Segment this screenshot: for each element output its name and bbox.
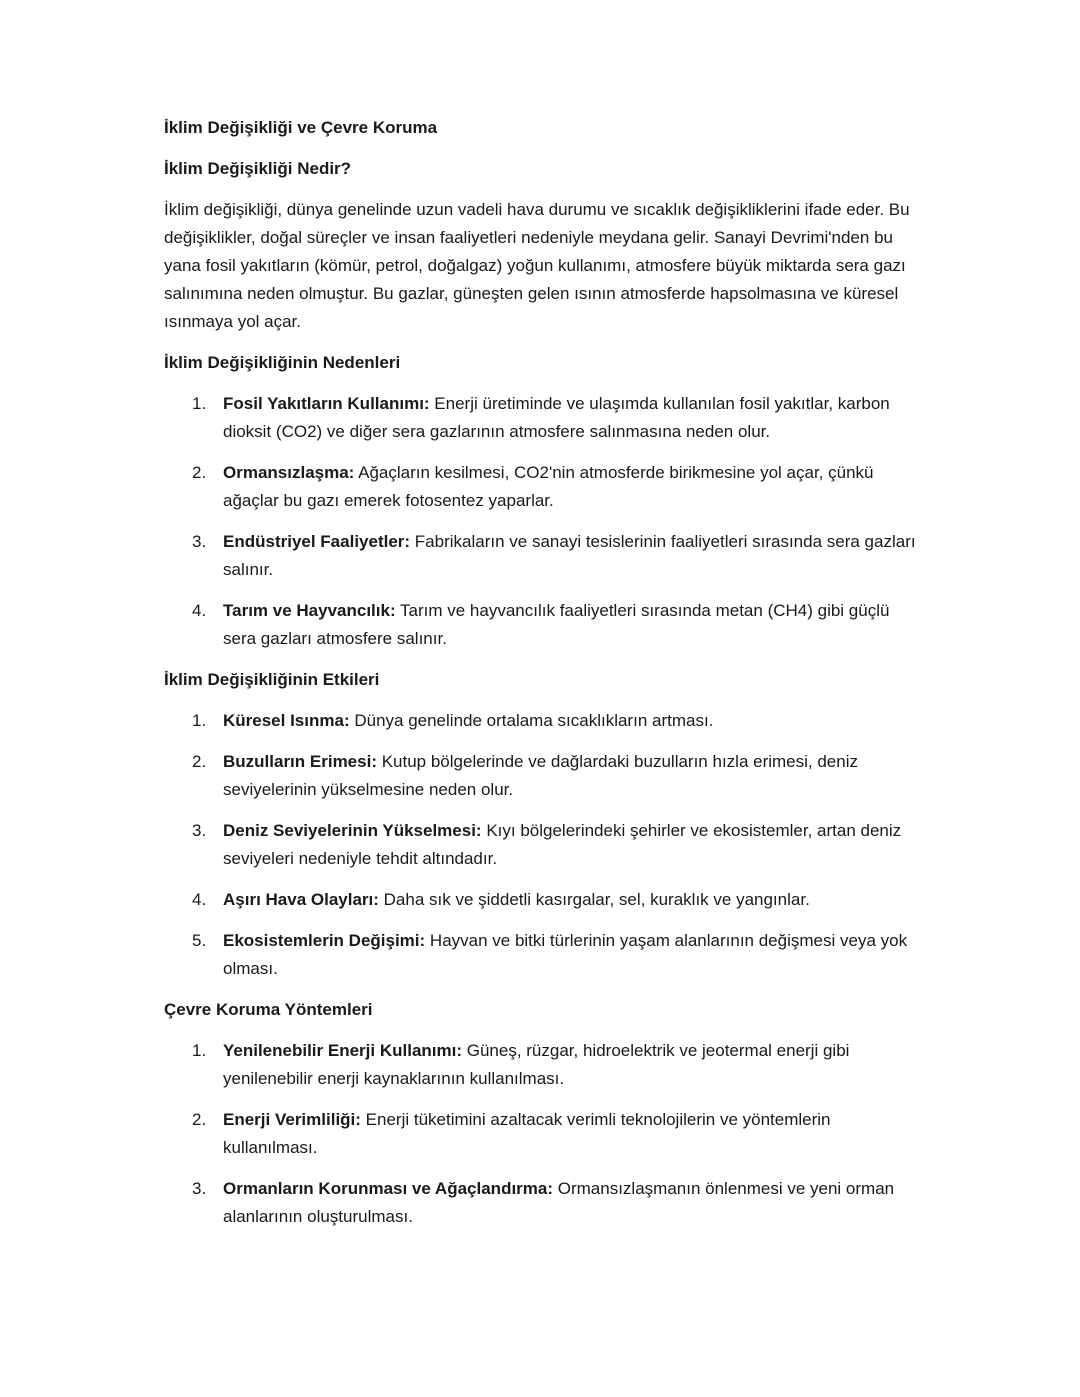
list-text: Ormansızlaşmanın önlenmesi ve yeni orman alanlarının oluşturulması. [223, 1179, 895, 1226]
list-item [164, 597, 916, 653]
list-text: Hayvan ve bitki türlerinin yaşam alanlarının değişmesi veya yok olması. [223, 931, 908, 978]
list-number: 4. [192, 890, 207, 909]
protection-list [164, 1037, 916, 1231]
list-term: Buzulların Erimesi: [223, 752, 377, 771]
list-number: 3. [192, 532, 207, 551]
list-number: 3. [192, 821, 207, 840]
list-term: Deniz Seviyelerinin Yükselmesi: [223, 821, 482, 840]
list-text: Kutup bölgelerinde ve dağlardaki buzulların hızla erimesi, deniz seviyelerinin yükselmesine neden olur. [223, 752, 858, 799]
list-number: 1. [192, 711, 207, 730]
list-number: 3. [192, 1179, 207, 1198]
list-item [164, 707, 916, 735]
list-number: 2. [192, 752, 207, 771]
list-term: Ormansızlaşma: [223, 463, 355, 482]
list-number: 1. [192, 1041, 207, 1060]
document-title: İklim Değişikliği ve Çevre Koruma [164, 118, 438, 137]
list-term: Yenilenebilir Enerji Kullanımı: [223, 1041, 463, 1060]
document-page [164, 114, 916, 1244]
list-text: Fabrikaların ve sanayi tesislerinin faaliyetleri sırasında sera gazları salınır. [223, 532, 916, 579]
list-item [164, 748, 916, 804]
list-term: Fosil Yakıtların Kullanımı: [223, 394, 430, 413]
list-item [164, 528, 916, 584]
list-text: Güneş, rüzgar, hidroelektrik ve jeotermal enerji gibi yenilenebilir enerji kaynaklarının kullanılması. [223, 1041, 850, 1088]
list-term: Enerji Verimliliği: [223, 1110, 361, 1129]
list-item [164, 390, 916, 446]
list-item [164, 927, 916, 983]
list-text: Enerji üretiminde ve ulaşımda kullanılan fosil yakıtlar, karbon dioksit (CO2) ve diğer sera gazlarının atmosfere salınmasına neden olur. [223, 394, 890, 441]
list-text: Tarım ve hayvancılık faaliyetleri sırasında metan (CH4) gibi güçlü sera gazları atmosfere salınır. [223, 601, 890, 648]
list-item [164, 1175, 916, 1231]
section-heading-effects: İklim Değişikliğinin Etkileri [164, 670, 380, 689]
causes-list [164, 390, 916, 653]
list-text: Kıyı bölgelerindeki şehirler ve ekosistemler, artan deniz seviyeleri nedeniyle tehdit altındadır. [223, 821, 902, 868]
paragraph-what-is: İklim değişikliği, dünya genelinde uzun vadeli hava durumu ve sıcaklık değişikliklerini ifade eder. Bu değişiklikler, doğal süreçler ve insan faaliyetleri nedeniyle meydana gelir. Sanayi Devrimi'nden bu yana fosil yakıtların (kömür, petrol, doğalgaz) yoğun kullanımı, atmosfere büyük miktarda sera gazı salınımına neden olmuştur. Bu gazlar, güneşten gelen ısının atmosferde hapsolmasına ve küresel ısınmaya yol açar. [164, 200, 910, 331]
list-item [164, 1106, 916, 1162]
list-item [164, 1037, 916, 1093]
list-number: 5. [192, 931, 207, 950]
list-text: Daha sık ve şiddetli kasırgalar, sel, kuraklık ve yangınlar. [378, 890, 810, 909]
effects-list [164, 707, 916, 983]
list-number: 2. [192, 1110, 207, 1129]
list-term: Aşırı Hava Olayları: [223, 890, 379, 909]
list-text: Dünya genelinde ortalama sıcaklıkların artması. [349, 711, 714, 730]
list-number: 2. [192, 463, 207, 482]
list-term: Küresel Isınma: [223, 711, 350, 730]
list-item [164, 459, 916, 515]
section-heading-what-is: İklim Değişikliği Nedir? [164, 159, 352, 178]
list-item [164, 886, 916, 914]
list-term: Tarım ve Hayvancılık: [223, 601, 396, 620]
list-text: Enerji tüketimini azaltacak verimli teknolojilerin ve yöntemlerin kullanılması. [223, 1110, 831, 1157]
section-heading-protection: Çevre Koruma Yöntemleri [164, 1000, 373, 1019]
list-number: 1. [192, 394, 207, 413]
list-term: Ormanların Korunması ve Ağaçlandırma: [223, 1179, 554, 1198]
list-term: Endüstriyel Faaliyetler: [223, 532, 411, 551]
list-item [164, 817, 916, 873]
list-number: 4. [192, 601, 207, 620]
section-heading-causes: İklim Değişikliğinin Nedenleri [164, 353, 401, 372]
list-term: Ekosistemlerin Değişimi: [223, 931, 426, 950]
list-text: Ağaçların kesilmesi, CO2'nin atmosferde birikmesine yol açar, çünkü ağaçlar bu gazı emerek fotosentez yaparlar. [223, 463, 874, 510]
